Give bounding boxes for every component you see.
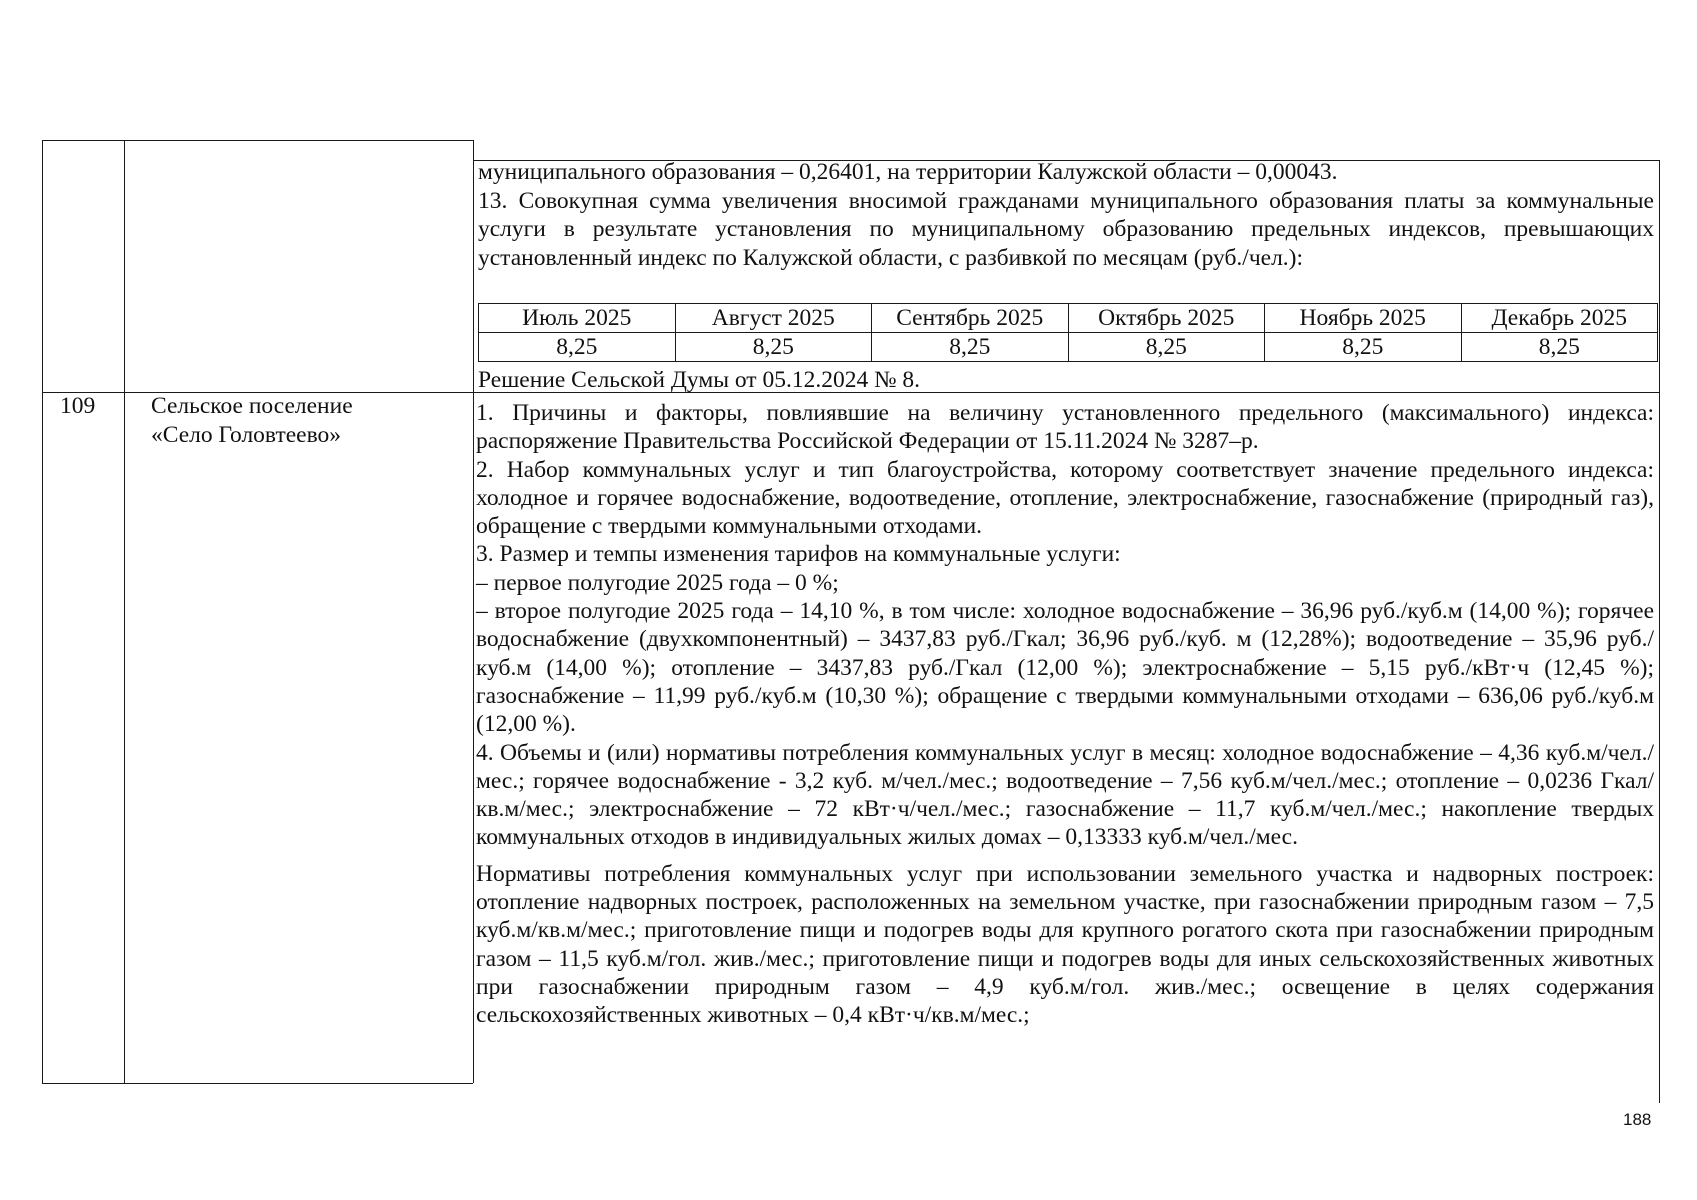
row-109-details xyxy=(476,399,1654,1030)
number-column-border xyxy=(124,140,125,1083)
item-1-text: 1. Причины и факторы, повлиявшие на величину установленного предельного (максимального) индекса: распоряжение Правительства Российской Федерации от 15.11.2024 № 3287–р. xyxy=(476,400,1654,455)
month-cell: Август 2025 xyxy=(675,304,872,333)
continuation-line: муниципального образования – 0,26401, на территории Калужской области – 0,00043. xyxy=(478,159,1338,185)
continuation-text xyxy=(478,158,1654,272)
settlement-name xyxy=(151,392,466,450)
month-cell: Декабрь 2025 xyxy=(1461,304,1658,333)
decision-text: Решение Сельской Думы от 05.12.2024 № 8. xyxy=(478,367,921,393)
settlement-column-border xyxy=(473,140,474,1083)
item-4-text: 4. Объемы и (или) нормативы потребления коммунальных услуг в месяц: холодное водоснабжение – 4,36 куб.м/чел./мес.; горячее водоснабжение - 3,2 куб. м/чел./мес.; водоотведение – 7,56 куб.м/чел./мес.; отопление – 0,0236 Гкал/кв.м/мес.; электроснабжение – 72 кВт·ч/чел./мес.; газоснабжение – 11,7 куб.м/чел./мес.; накопление твердых коммунальных отходов в индивидуальных жилых домах – 0,13333 куб.м/чел./мес. xyxy=(476,739,1654,851)
item-3-text: 3. Размер и темпы изменения тарифов на коммунальные услуги: xyxy=(476,541,1121,568)
settlement-line-1: Сельское поселение xyxy=(151,393,353,419)
month-cell: Октябрь 2025 xyxy=(1068,304,1265,333)
monthly-increase-table xyxy=(478,303,1658,362)
table-right-border xyxy=(1659,160,1660,1103)
value-cell: 8,25 xyxy=(1068,333,1265,362)
table-left-border xyxy=(42,140,43,1083)
value-cell: 8,25 xyxy=(872,333,1069,362)
months-header-row xyxy=(479,304,1658,333)
value-cell: 8,25 xyxy=(1265,333,1462,362)
item-13-text: 13. Совокупная сумма увеличения вносимой гражданами муниципального образования платы за коммунальные услуги в результате установления по муниципальному образованию предельных индексов, превышающих установленный индекс по Калужской области, с разбивкой по месяцам (руб./чел.): xyxy=(478,187,1654,271)
row-number: 109 xyxy=(60,393,96,419)
table-bottom-border xyxy=(42,1083,473,1084)
item-3a-text: – первое полугодие 2025 года – 0 %; xyxy=(476,569,839,596)
item-5-text: Нормативы потребления коммунальных услуг при использовании земельного участка и надворных построек: отопление надворных построек, расположенных на земельном участке, при газоснабжении природным газом – 7,5 куб.м/кв.м/мес.; приготовление пищи и подогрев воды для крупного рогатого скота при газоснабжении природным газом – 11,5 куб.м/гол. жив./мес.; приготовление пищи и подогрев воды для иных сельскохозяйственных животных при газоснабжении природным газом – 4,9 куб.м/гол. жив./мес.; освещение в целях содержания сельскохозяйственных животных – 0,4 кВт·ч/кв.м/мес.; xyxy=(476,860,1654,1029)
month-cell: Сентябрь 2025 xyxy=(872,304,1069,333)
value-cell: 8,25 xyxy=(675,333,872,362)
value-cell: 8,25 xyxy=(1461,333,1658,362)
month-cell: Ноябрь 2025 xyxy=(1265,304,1462,333)
page-number: 188 xyxy=(1623,1110,1652,1129)
settlement-line-2: «Село Головтеево» xyxy=(151,422,342,448)
table-top-border xyxy=(42,140,473,141)
item-2-text: 2. Набор коммунальных услуг и тип благоустройства, которому соответствует значение предельного индекса: холодное и горячее водоснабжение, водоотведение, отопление, электроснабжение, газоснабжение (природный газ), обращение с твердыми коммунальными отходами. xyxy=(476,456,1654,540)
month-cell: Июль 2025 xyxy=(479,304,676,333)
value-cell: 8,25 xyxy=(479,333,676,362)
months-value-row xyxy=(479,333,1658,362)
item-3b-text: – второе полугодие 2025 года – 14,10 %, в том числе: холодное водоснабжение – 36,96 руб./куб.м (14,00 %); горячее водоснабжение (двухкомпонентный) – 3437,83 руб./Гкал; 36,96 руб./куб. м (12,28%); водоотведение – 35,96 руб./куб.м (14,00 %); отопление – 3437,83 руб./Гкал (12,00 %); электроснабжение – 5,15 руб./кВт·ч (12,45 %); газоснабжение – 11,99 руб./куб.м (10,30 %); обращение с твердыми коммунальными отходами – 636,06 руб./куб.м (12,00 %). xyxy=(476,598,1654,738)
